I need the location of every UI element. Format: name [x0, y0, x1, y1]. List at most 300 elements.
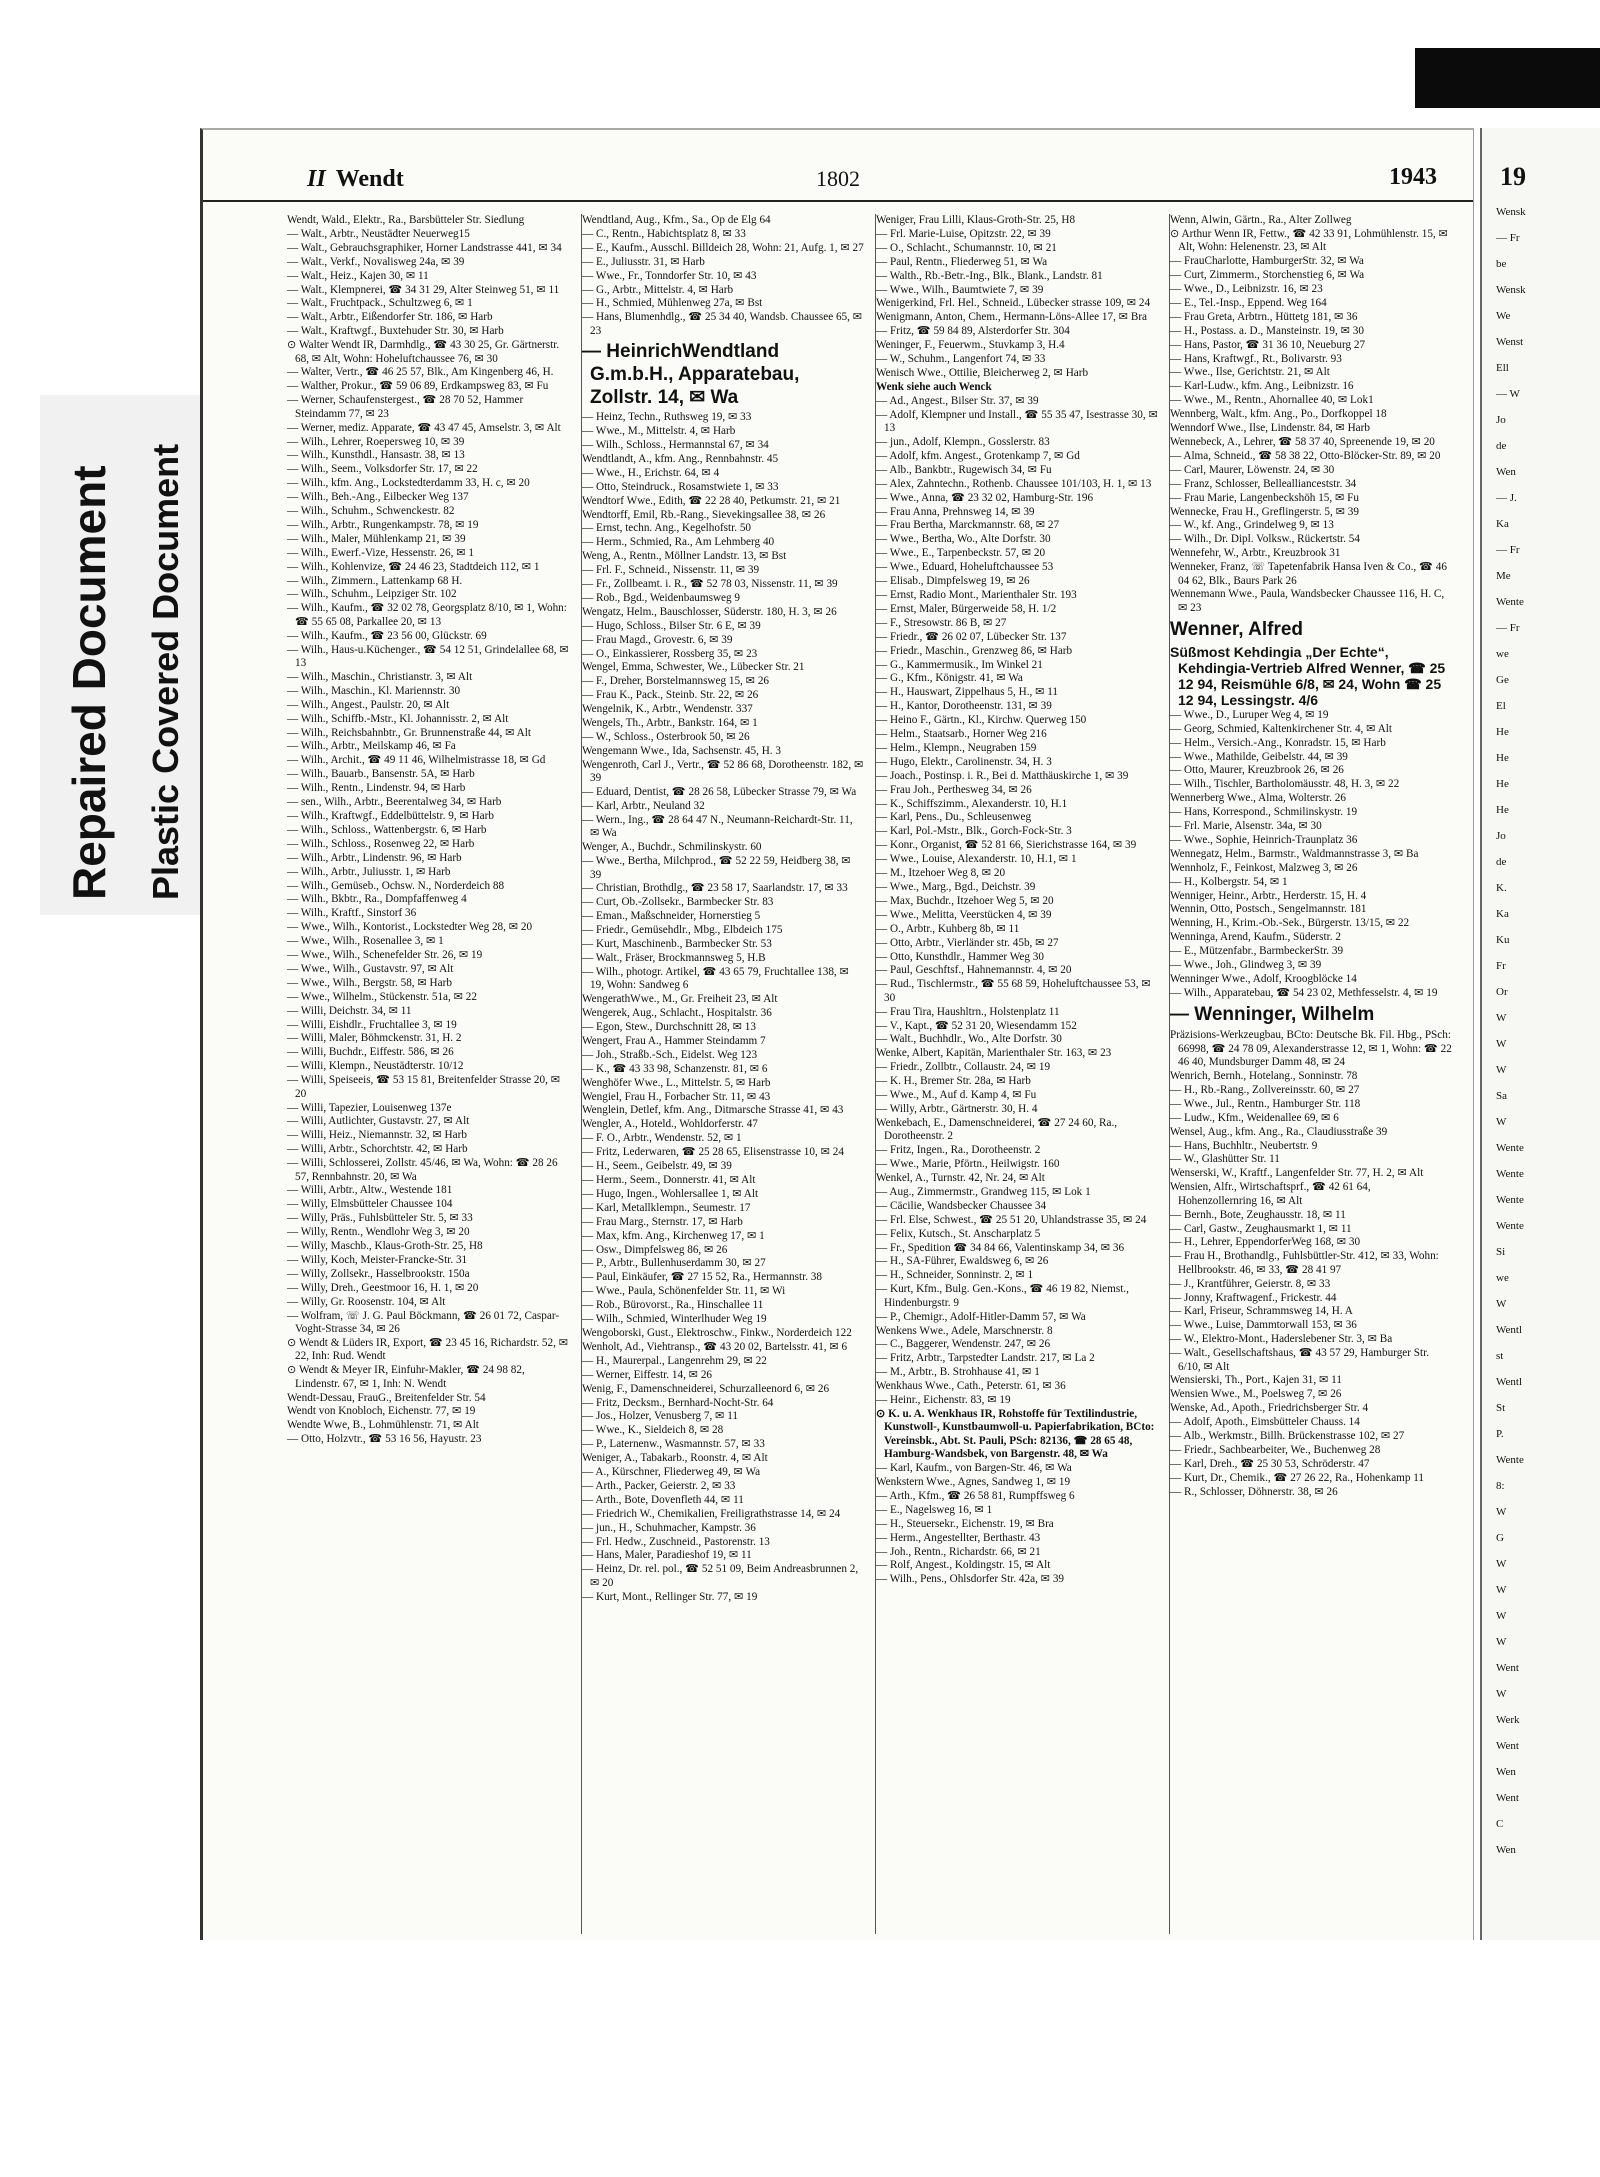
- directory-entry: ⊙ K. u. A. Wenkhaus IR, Rohstoffe für Textilindustrie, Kunstwoll-, Kunstbaumwoll-u. Papierfabrikation, BCto: Vereinsbk., Abt. St. Pauli, PSch: 82136, ☎ 28 65 48, Hamburg-Wandsbek, von Bargenstr. 48, ✉ Wa: [876, 1407, 1155, 1461]
- facing-page-line: Ka: [1496, 518, 1509, 530]
- directory-entry: — Karl, Friseur, Schrammsweg 14, H. A: [1170, 1305, 1353, 1318]
- facing-page-line: we: [1496, 648, 1509, 660]
- directory-entry: — Wwe., Ilse, Gerichtstr. 21, ✉ Alt: [1170, 366, 1330, 379]
- directory-entry: — K., ☎ 43 33 98, Schanzenstr. 81, ✉ 6: [582, 1062, 768, 1075]
- directory-entry: — Ernst, techn. Ang., Kegelhofstr. 50: [582, 522, 752, 535]
- directory-year: 1943: [1389, 164, 1437, 190]
- facing-page-line: — Fr: [1496, 544, 1520, 556]
- directory-entry: Wenning, H., Krim.-Ob.-Sek., Bürgerstr. 13/15, ✉ 22: [1170, 917, 1410, 930]
- directory-entry: — F., Dreher, Borstelmannsweg 15, ✉ 26: [582, 675, 770, 688]
- facing-page-line: Wente: [1496, 1142, 1524, 1154]
- directory-entry: — Max, Buchdr., Itzehoer Weg 5, ✉ 20: [876, 894, 1054, 907]
- directory-entry: — Max, kfm. Ang., Kirchenweg 17, ✉ 1: [582, 1229, 765, 1242]
- directory-entry: — Wilh., Schloss., Wattenbergstr. 6, ✉ Harb: [287, 823, 487, 836]
- directory-entry: — G., Arbtr., Mittelstr. 4, ✉ Harb: [582, 283, 734, 296]
- directory-entry: Wendtland, Aug., Kfm., Sa., Op de Elg 64: [582, 214, 771, 226]
- directory-entry: — Werner, Eiffestr. 14, ✉ 26: [582, 1368, 713, 1381]
- directory-entry: — O., Schlacht., Schumannstr. 10, ✉ 21: [876, 241, 1057, 254]
- directory-entry: — Karl-Ludw., kfm. Ang., Leibnizstr. 16: [1170, 380, 1354, 393]
- directory-entry: Wenrich, Bernh., Hotelang., Sonninstr. 78: [1170, 1070, 1358, 1083]
- directory-entry: — Hans, Pastor, ☎ 31 36 10, Neueburg 27: [1170, 338, 1366, 351]
- directory-entry: — E., Kaufm., Ausschl. Billdeich 28, Wohn: 21, Aufg. 1, ✉ 27: [582, 241, 864, 254]
- directory-entry: — Kurt, Kfm., Bulg. Gen.-Kons., ☎ 46 19 82, Niemst., Hindenburgstr. 9: [876, 1283, 1129, 1309]
- directory-entry: — Wwe., Luise, Dammtorwall 153, ✉ 36: [1170, 1319, 1357, 1332]
- directory-entry: — W., Glashütter Str. 11: [1170, 1153, 1280, 1166]
- directory-entry: — Wilh., Dr. Dipl. Volksw., Rückertstr. 54: [1170, 533, 1360, 546]
- facing-page-line: Or: [1496, 986, 1508, 998]
- directory-entry: — Werner, mediz. Apparate, ☎ 43 47 45, Amselstr. 3, ✉ Alt: [287, 421, 561, 434]
- directory-entry: — Friedr., ☎ 26 02 07, Lübecker Str. 137: [876, 630, 1067, 643]
- directory-entry: Wenneker, Franz, ☏ Tapetenfabrik Hansa Iven & Co., ☎ 46 04 62, Blk., Baurs Park 26: [1170, 561, 1447, 587]
- directory-entry: — Helm., Staatsarb., Horner Weg 216: [876, 728, 1047, 741]
- directory-entry: — H., Lehrer, EppendorferWeg 168, ✉ 30: [1170, 1236, 1361, 1249]
- column-2: [581, 214, 864, 1934]
- directory-entry: Wendt-Dessau, FrauG., Breitenfelder Str. 54: [287, 1391, 486, 1404]
- directory-entry: WengerathWwe., M., Gr. Freiheit 23, ✉ Alt: [582, 993, 778, 1006]
- directory-entry: — V., Kapt., ☎ 52 31 20, Wiesendamm 152: [876, 1019, 1077, 1032]
- directory-entry: Wennemann Wwe., Paula, Wandsbecker Chaussee 116, H. C, ✉ 23: [1170, 588, 1445, 614]
- directory-entry: Wennebeck, A., Lehrer, ☎ 58 37 40, Spreenende 19, ✉ 20: [1170, 436, 1435, 448]
- directory-entry: — Rud., Tischlermstr., ☎ 55 68 59, Hoheluftchaussee 53, ✉ 30: [876, 978, 1151, 1004]
- facing-page-line: — Fr: [1496, 622, 1520, 634]
- directory-entry: — Joh., Straßb.-Sch., Eidelst. Weg 123: [582, 1048, 758, 1061]
- directory-entry: — Arth., Bote, Dovenfleth 44, ✉ 11: [582, 1493, 744, 1506]
- facing-page-line: Wensk: [1496, 284, 1526, 296]
- directory-entry: — Fr., Spedition ☎ 34 84 66, Valentinskamp 34, ✉ 36: [876, 1241, 1125, 1254]
- directory-entry: — Wwe., D., Leibnizstr. 16, ✉ 23: [1170, 283, 1323, 296]
- directory-entry: — Walt., Arbtr., Eißendorfer Str. 186, ✉ Harb: [287, 311, 493, 324]
- directory-entry: — M., Arbtr., B. Strohhause 41, ✉ 1: [876, 1366, 1040, 1379]
- directory-entry: — Ad., Angest., Bilser Str. 37, ✉ 39: [876, 394, 1039, 407]
- directory-entry: — Wilh., kfm. Ang., Lockstedterdamm 33, H. c, ✉ 20: [287, 477, 530, 490]
- directory-entry: Wensierski, Th., Port., Kajen 31, ✉ 11: [1170, 1374, 1342, 1387]
- directory-entry: — Walt., Arbtr., Neustädter Neuerweg15: [287, 227, 470, 240]
- directory-entry: — Georg, Schmied, Kaltenkirchener Str. 4, ✉ Alt: [1170, 722, 1393, 735]
- directory-entry: — P., Arbtr., Bullenhuserdamm 30, ✉ 27: [582, 1257, 766, 1270]
- directory-entry: Wenkstern Wwe., Agnes, Sandweg 1, ✉ 19: [876, 1475, 1071, 1488]
- directory-entry: — Wilh., Arbtr., Meilskamp 46, ✉ Fa: [287, 740, 456, 753]
- directory-entry: — Helm., Klempn., Neugraben 159: [876, 741, 1037, 754]
- directory-entry: — Herm., Schmied, Ra., Am Lehmberg 40: [582, 536, 775, 549]
- directory-entry: — Hugo, Elektr., Carolinenstr. 34, H. 3: [876, 755, 1052, 768]
- directory-entry: Wengoborski, Gust., Elektroschw., Finkw., Norderdeich 122: [582, 1326, 852, 1339]
- facing-page-line: st: [1496, 1350, 1504, 1362]
- facing-page-line: El: [1496, 700, 1506, 712]
- directory-entry: Wengenroth, Carl J., Vertr., ☎ 52 86 68, Dorotheenstr. 182, ✉ 39: [582, 758, 864, 785]
- directory-entry: — H., Steuersekr., Eichenstr. 19, ✉ Bra: [876, 1517, 1054, 1530]
- facing-page-line: Wente: [1496, 1454, 1524, 1466]
- facing-page-line: C: [1496, 1818, 1504, 1830]
- scan-black-corner: [1415, 48, 1600, 108]
- directory-entry: Wennholz, F., Feinkost, Malzweg 3, ✉ 26: [1170, 861, 1358, 874]
- facing-page-line: W: [1496, 1584, 1507, 1596]
- directory-entry: — Wilh., Schuhm., Schwenckestr. 82: [287, 505, 455, 518]
- directory-entry: — Wilh., Arbtr., Lindenstr. 96, ✉ Harb: [287, 851, 462, 864]
- directory-entry: — Frl. Else, Schwest., ☎ 25 51 20, Uhlandstrasse 35, ✉ 24: [876, 1213, 1147, 1226]
- page-number: 1802: [816, 166, 860, 191]
- facing-page-line: Wentl: [1496, 1324, 1522, 1336]
- directory-entry: Wengels, Th., Arbtr., Bankstr. 164, ✉ 1: [582, 717, 758, 730]
- directory-entry: — Hans, Kraftwgf., Rt., Bolivarstr. 93: [1170, 352, 1342, 365]
- directory-entry: — Egon, Stew., Durchschnitt 28, ✉ 13: [582, 1021, 756, 1034]
- directory-entry: — Kurt, Dr., Chemik., ☎ 27 26 22, Ra., Hohenkamp 11: [1170, 1471, 1425, 1484]
- directory-entry: — E., Juliusstr. 31, ✉ Harb: [582, 255, 705, 268]
- directory-entry: Wennerberg Wwe., Alma, Wolterstr. 26: [1170, 792, 1346, 805]
- directory-entry: — Otto, Holzvtr., ☎ 53 16 56, Hayustr. 23: [287, 1433, 482, 1446]
- directory-entry: — Wwe., Jul., Rentn., Hamburger Str. 118: [1170, 1097, 1361, 1110]
- directory-entry: — Willy, Gr. Roosenstr. 104, ✉ Alt: [287, 1295, 446, 1308]
- directory-entry: — H., Maurerpal., Langenrehm 29, ✉ 22: [582, 1354, 767, 1367]
- column-3: [875, 214, 1158, 1934]
- directory-entry: — Cäcilie, Wandsbecker Chaussee 34: [876, 1199, 1047, 1212]
- directory-entry: — O., Arbtr., Kuhberg 8b, ✉ 11: [876, 922, 1020, 935]
- directory-entry: — Willy, Präs., Fuhlsbütteler Str. 5, ✉ 33: [287, 1212, 473, 1225]
- directory-entry: — Paul, Einkäufer, ☎ 27 15 52, Ra., Hermannstr. 38: [582, 1271, 822, 1284]
- directory-entry: — Hans, Blumenhdlg., ☎ 25 34 40, Wandsb. Chaussee 65, ✉ 23: [582, 311, 863, 337]
- directory-entry: — E., Tel.-Insp., Eppend. Weg 164: [1170, 296, 1327, 309]
- directory-entry: — Arth., Kfm., ☎ 26 58 81, Rumpffsweg 6: [876, 1489, 1075, 1502]
- directory-entry: — E., Mützenfabr., BarmbeckerStr. 39: [1170, 945, 1344, 958]
- directory-entry: — K. H., Bremer Str. 28a, ✉ Harb: [876, 1075, 1031, 1088]
- directory-entry: — Willi, Heiz., Niemannstr. 32, ✉ Harb: [287, 1129, 467, 1142]
- directory-entry: — Joach., Postinsp. i. R., Bei d. Matthäuskirche 1, ✉ 39: [876, 769, 1129, 782]
- directory-entry: — Wwe., Bertha, Wo., Alte Dorfstr. 30: [876, 533, 1051, 546]
- directory-entry: — Otto, Steindruck., Rosamstwiete 1, ✉ 33: [582, 480, 779, 493]
- directory-entry: — Carl, Gastw., Zeughausmarkt 1, ✉ 11: [1170, 1222, 1352, 1235]
- directory-entry: ⊙ Walter Wendt IR, Darmhdlg., ☎ 43 30 25, Gr. Gärtnerstr. 68, ✉ Alt, Wohn: Hoheluftchaussee 76, ✉ 30: [287, 339, 560, 365]
- directory-entry: — Walt., Gesellschaftshaus, ☎ 43 57 29, Hamburger Str. 6/10, ✉ Alt: [1170, 1347, 1430, 1373]
- directory-entry: Präzisions-Werkzeugbau, BCto: Deutsche Bk. Fil. Hbg., PSch: 66998, ☎ 24 78 09, Alexanderstrasse 12, ✉ 1, Wohn: ☎ 22 46 40, Mundsburger Damm 48, ✉ 24: [1170, 1029, 1452, 1069]
- directory-entry: — Wilh., Arbtr., Juliusstr. 1, ✉ Harb: [287, 865, 451, 878]
- facing-page-line: Wente: [1496, 1220, 1524, 1232]
- directory-entry: — Herm., Angestellter, Berthastr. 43: [876, 1531, 1041, 1544]
- directory-entry: — Frau Anna, Prehnsweg 14, ✉ 39: [876, 505, 1035, 518]
- directory-entry: — Wilh., Arbtr., Rungenkampstr. 78, ✉ 19: [287, 518, 479, 531]
- directory-entry: — P., Chemigr., Adolf-Hitler-Damm 57, ✉ Wa: [876, 1310, 1086, 1323]
- directory-entry: — Jos., Holzer, Venusberg 7, ✉ 11: [582, 1410, 739, 1423]
- directory-entry: — HeinrichWendtland G.m.b.H., Apparatebau, Zollstr. 14, ✉ Wa: [582, 341, 800, 409]
- directory-entry: Wenniger, Heinr., Arbtr., Herderstr. 15, H. 4: [1170, 889, 1367, 902]
- facing-page-line: W: [1496, 1636, 1507, 1648]
- directory-entry: — Wilh., Archit., ☎ 49 11 46, Wilhelmistrasse 18, ✉ Gd: [287, 754, 546, 767]
- directory-entry: — Walt., Fruchtpack., Schultzweg 6, ✉ 1: [287, 297, 473, 310]
- directory-entry: — Wilh., Tischler, Bartholomäusstr. 48, H. 3, ✉ 22: [1170, 778, 1400, 791]
- directory-entry: — Frau K., Pack., Steinb. Str. 22, ✉ 26: [582, 689, 759, 702]
- directory-entry: Wenglein, Detlef, kfm. Ang., Ditmarsche Strasse 41, ✉ 43: [582, 1104, 844, 1117]
- directory-entry: — Wilh., photogr. Artikel, ☎ 43 65 79, Fruchtallee 138, ✉ 19, Wohn: Sandweg 6: [582, 965, 849, 992]
- directory-entry: — Wwe., E., Tarpenbeckstr. 57, ✉ 20: [876, 547, 1046, 560]
- directory-entry: Wenghöfer Wwe., L., Mittelstr. 5, ✉ Harb: [582, 1076, 771, 1089]
- directory-entry: — Wwe., Louise, Alexanderstr. 10, H.1, ✉ 1: [876, 853, 1077, 866]
- directory-entry: — Wilh., Haus-u.Küchenger., ☎ 54 12 51, Grindelallee 68, ✉ 13: [287, 643, 569, 669]
- directory-entry: — Walt., Gebrauchsgraphiker, Horner Landstrasse 441, ✉ 34: [287, 241, 562, 254]
- directory-entry: — Frau Greta, Arbtrn., Hüttetg 181, ✉ 36: [1170, 310, 1358, 323]
- directory-entry: — Walt., Verkf., Novalisweg 24a, ✉ 39: [287, 255, 465, 268]
- facing-page-line: Went: [1496, 1792, 1519, 1804]
- directory-entry: — Willi, Autlichter, Gustavstr. 27, ✉ Alt: [287, 1115, 470, 1128]
- facing-page-line: He: [1496, 804, 1509, 816]
- directory-entry: — Wilh., Kaufm., ☎ 23 56 00, Glückstr. 69: [287, 629, 487, 642]
- directory-entry: — Wwe., Wilh., Kontorist., Lockstedter Weg 28, ✉ 20: [287, 921, 533, 934]
- directory-entry: Wenserski, W., Kraftf., Langenfelder Str. 77, H. 2, ✉ Alt: [1170, 1167, 1424, 1180]
- directory-entry: — K., Schiffszimm., Alexanderstr. 10, H.1: [876, 797, 1068, 810]
- directory-entry: — Osw., Dimpfelsweg 86, ✉ 26: [582, 1243, 728, 1256]
- facing-page-line: W: [1496, 1558, 1507, 1570]
- directory-entry: — Alex, Zahntechn., Rothenb. Chaussee 101/103, H. 1, ✉ 13: [876, 477, 1152, 490]
- directory-entry: — Wilh., Kraftf., Sinstorf 36: [287, 907, 417, 920]
- facing-page-line: P.: [1496, 1428, 1504, 1440]
- directory-entry: — Karl, Arbtr., Neuland 32: [582, 800, 705, 813]
- directory-entry: Wengemann Wwe., Ida, Sachsenstr. 45, H. 3: [582, 744, 781, 757]
- directory-entry: — Rob., Bürovorst., Ra., Hinschallee 11: [582, 1299, 764, 1312]
- directory-entry: — Frl. Marie, Alsenstr. 34a, ✉ 30: [1170, 820, 1322, 833]
- directory-entry: Wengert, Frau A., Hammer Steindamm 7: [582, 1034, 766, 1047]
- directory-entry: — G., Kammermusik., Im Winkel 21: [876, 658, 1043, 671]
- directory-entry: — W., Schloss., Osterbrook 50, ✉ 26: [582, 731, 750, 743]
- directory-entry: — Willy, Maschb., Klaus-Groth-Str. 25, H8: [287, 1240, 483, 1253]
- directory-entry: — Friedr., Gemüsehdlr., Mbg., Elbdeich 175: [582, 924, 783, 937]
- directory-entry: — jun., Adolf, Klempn., Gosslerstr. 83: [876, 436, 1050, 448]
- directory-entry: — Wilh., Schmied, Winterlhuder Weg 19: [582, 1313, 767, 1326]
- directory-entry: — W., Schuhm., Langenfort 74, ✉ 33: [876, 353, 1046, 366]
- directory-entry: Wenninger Wwe., Adolf, Kroogblöcke 14: [1170, 973, 1357, 985]
- directory-entry: ⊙ Wendt & Lüders IR, Export, ☎ 23 45 16, Richardstr. 52, ✉ 22, Inh: Rud. Wendt: [287, 1336, 569, 1363]
- directory-entry: — Eduard, Dentist, ☎ 28 26 58, Lübecker Strasse 79, ✉ Wa: [582, 786, 857, 799]
- directory-entry: — Eman., Maßschneider, Hornerstieg 5: [582, 910, 761, 923]
- directory-entry: — Alb., Werkmstr., Billh. Brückenstrasse 102, ✉ 27: [1170, 1430, 1405, 1443]
- directory-entry: — Willi, Speiseeis, ☎ 53 15 81, Breitenfelder Strasse 20, ✉ 20: [287, 1074, 561, 1100]
- directory-entry: — Willy, Zollsekr., Hasselbrookstr. 150a: [287, 1267, 470, 1280]
- directory-entry: — Frau Marg., Sternstr. 17, ✉ Harb: [582, 1215, 743, 1228]
- directory-entry: — Wilh., Zimmern., Lattenkamp 68 H.: [287, 574, 463, 587]
- directory-entry: — Wilh., Angest., Paulstr. 20, ✉ Alt: [287, 698, 450, 711]
- facing-page-line: Me: [1496, 570, 1511, 582]
- directory-entry: — Friedrich W., Chemikalien, Freiligrathstrasse 14, ✉ 24: [582, 1507, 841, 1520]
- directory-entry: — F. O., Arbtr., Wendenstr. 52, ✉ 1: [582, 1132, 742, 1145]
- directory-entry: Weniger, Frau Lilli, Klaus-Groth-Str. 25, H8: [876, 214, 1076, 226]
- directory-entry: — Willi, Tapezier, Louisenweg 137e: [287, 1101, 452, 1114]
- directory-entry: Wendtlandt, A., kfm. Ang., Rennbahnstr. 45: [582, 452, 779, 465]
- directory-entry: — Heinr., Eichenstr. 83, ✉ 19: [876, 1394, 1011, 1407]
- directory-entry: — Walther, Prokur., ☎ 59 06 89, Erdkampsweg 83, ✉ Fu: [287, 380, 549, 393]
- directory-entry: — Willy, Koch, Meister-Francke-Str. 31: [287, 1253, 468, 1266]
- directory-entry: — Wilh., Ewerf.-Vize, Hessenstr. 26, ✉ 1: [287, 546, 475, 559]
- directory-entry: Wenk siehe auch Wenck: [876, 380, 992, 393]
- directory-entry: Wenigerkind, Frl. Hel., Schneid., Lübecker strasse 109, ✉ 24: [876, 297, 1151, 310]
- directory-entry: — Frau Joh., Perthesweg 34, ✉ 26: [876, 783, 1032, 796]
- directory-entry: — Wilh., Apparatebau, ☎ 54 23 02, Methfesselstr. 4, ✉ 19: [1170, 986, 1438, 999]
- directory-entry: — Wwe., M., Rentn., Ahornallee 40, ✉ Lok1: [1170, 394, 1374, 407]
- facing-page-line: Wen: [1496, 1844, 1516, 1856]
- directory-entry: — Wilh., Kraftwgf., Eddelbüttelstr. 9, ✉ Harb: [287, 809, 494, 822]
- facing-page-line: — W: [1496, 388, 1520, 400]
- directory-entry: — Karl, Dreh., ☎ 25 30 53, Schröderstr. 47: [1170, 1457, 1370, 1470]
- directory-entry: — Frau H., Brothandlg., Fuhlsbüttler-Str. 412, ✉ 33, Wohn: Hellbrookstr. 46, ✉ 33, ☎ 28 41 97: [1170, 1250, 1439, 1276]
- directory-entry: — Elisab., Dimpfelsweg 19, ✉ 26: [876, 575, 1030, 588]
- facing-page-line: we: [1496, 1272, 1509, 1284]
- directory-entry: — W., kf. Ang., Grindelweg 9, ✉ 13: [1170, 519, 1334, 532]
- directory-entry: — Willi, Eishdlr., Fruchtallee 3, ✉ 19: [287, 1018, 457, 1031]
- facing-page-line: St: [1496, 1402, 1506, 1414]
- directory-entry: — Paul, Geschftsf., Hahnemannstr. 4, ✉ 20: [876, 964, 1072, 977]
- facing-page-header: 19: [1500, 162, 1526, 191]
- directory-entry: Wenholt, Ad., Viehtransp., ☎ 43 20 02, Bartelsstr. 41, ✉ 6: [582, 1340, 848, 1353]
- directory-entry: — Walth., Rb.-Betr.-Ing., Blk., Blank., Landstr. 81: [876, 269, 1103, 282]
- directory-entry: — Wwe., Bertha, Milchprod., ☎ 52 22 59, Heidberg 38, ✉ 39: [582, 855, 851, 881]
- directory-entry: Wenner, Alfred: [1170, 619, 1304, 641]
- directory-entry: — Kurt, Maschinenb., Barmbecker Str. 53: [582, 938, 772, 951]
- directory-entry: — Wilh., Schiffb.-Mstr., Kl. Johannisstr. 2, ✉ Alt: [287, 712, 509, 725]
- directory-entry: — Wilh., Kunsthdl., Hansastr. 38, ✉ 13: [287, 449, 465, 462]
- directory-entry: — Karl, Kaufm., von Bargen-Str. 46, ✉ Wa: [876, 1462, 1072, 1475]
- directory-entry: — Wilh., Gemüseb., Ochsw. N., Norderdeich 88: [287, 879, 505, 892]
- directory-entry: — Walt., Fräser, Brockmannsweg 5, H.B: [582, 952, 766, 964]
- column-4: [1169, 214, 1452, 1934]
- directory-entry: — H., Schmied, Mühlenweg 27a, ✉ Bst: [582, 297, 763, 310]
- directory-entry: — Willy, Elmsbütteler Chaussee 104: [287, 1198, 453, 1211]
- directory-entry: — Wwe., Wilh., Bergstr. 58, ✉ Harb: [287, 976, 452, 989]
- facing-page-line: Ell: [1496, 362, 1509, 374]
- directory-entry: — Hans, Korrespond., Schmilinskystr. 19: [1170, 806, 1358, 819]
- directory-entry: — Heinz, Techn., Ruthsweg 19, ✉ 33: [582, 411, 752, 424]
- directory-entry: — Karl, Pens., Du., Schleusenweg: [876, 811, 1032, 824]
- directory-entry: — Fritz, Arbtr., Tarpstedter Landstr. 217, ✉ La 2: [876, 1352, 1095, 1365]
- directory-entry: — Fritz, Ingen., Ra., Dorotheenstr. 2: [876, 1144, 1041, 1157]
- directory-entry: Wendt von Knobloch, Eichenstr. 77, ✉ 19: [287, 1405, 476, 1418]
- directory-entry: — Wilh., Schloss., Hermannstal 67, ✉ 34: [582, 438, 769, 451]
- facing-page-line: W: [1496, 1688, 1507, 1700]
- directory-entry: — Alb., Bankbtr., Rugewisch 34, ✉ Fu: [876, 463, 1052, 476]
- directory-entry: — Wilh., Seem., Volksdorfer Str. 17, ✉ 22: [287, 463, 478, 476]
- directory-entry: — Wwe., Paula, Schönenfelder Str. 11, ✉ Wi: [582, 1285, 786, 1298]
- facing-page-line: Sa: [1496, 1090, 1507, 1102]
- directory-entry: — H., Rb.-Rang., Zollvereinsstr. 60, ✉ 27: [1170, 1083, 1360, 1096]
- directory-entry: — Christian, Brothdlg., ☎ 23 58 17, Saarlandstr. 17, ✉ 33: [582, 882, 848, 895]
- repaired-label: Repaired Document: [63, 465, 115, 900]
- directory-entry: Wendtorf Wwe., Edith, ☎ 22 28 40, Petkumstr. 21, ✉ 21: [582, 494, 841, 507]
- facing-page-line: He: [1496, 752, 1509, 764]
- directory-entry: Wengiel, Frau H., Forbacher Str. 11, ✉ 43: [582, 1090, 771, 1103]
- scan-bottom-margin: [200, 1940, 1600, 2177]
- directory-entry: — Joh., Rentn., Richardstr. 66, ✉ 21: [876, 1545, 1041, 1558]
- facing-page-line: W: [1496, 1298, 1507, 1310]
- column-1: [287, 214, 569, 1934]
- facing-page-line: Ku: [1496, 934, 1510, 946]
- directory-entry: — H., Schneider, Sonninstr. 2, ✉ 1: [876, 1269, 1034, 1282]
- directory-entry: — Wwe., M., Auf d. Kamp 4, ✉ Fu: [876, 1089, 1037, 1102]
- directory-entry: — Wwe., Marg., Bgd., Deichstr. 39: [876, 881, 1036, 893]
- facing-page-line: Wenst: [1496, 336, 1524, 348]
- directory-entry: Wengerek, Aug., Schlacht., Hospitalstr. 36: [582, 1007, 772, 1020]
- directory-entry: — Willy, Rentn., Wendlohr Weg 3, ✉ 20: [287, 1226, 470, 1239]
- directory-entry: Wenkebach, E., Damenschneiderei, ☎ 27 24 60, Ra., Dorotheenstr. 2: [876, 1116, 1118, 1143]
- facing-page-line: He: [1496, 778, 1509, 790]
- directory-entry: Wensien Wwe., M., Poelsweg 7, ✉ 26: [1170, 1388, 1342, 1401]
- header-keyword: Wendt: [335, 166, 404, 192]
- facing-page-line: Wente: [1496, 1194, 1524, 1206]
- facing-page-line: Went: [1496, 1740, 1519, 1752]
- directory-entry: Wenigmann, Anton, Chem., Hermann-Löns-Allee 17, ✉ Bra: [876, 311, 1148, 324]
- directory-entry: — Fritz, ☎ 59 84 89, Alsterdorfer Str. 304: [876, 325, 1070, 338]
- directory-entry: — P., Laternenw., Wasmannstr. 57, ✉ 33: [582, 1438, 765, 1451]
- facing-page-line: de: [1496, 856, 1507, 868]
- directory-entry: Wensel, Aug., kfm. Ang., Ra., Claudiusstraße 39: [1170, 1125, 1388, 1138]
- directory-entry: Weniger, A., Tabakarb., Roonstr. 4, ✉ Alt: [582, 1452, 768, 1465]
- facing-page-line: Ge: [1496, 674, 1509, 686]
- directory-entry: — jun., H., Schuhmacher, Kampstr. 36: [582, 1521, 756, 1534]
- directory-entry: — Rob., Bgd., Weidenbaumsweg 9: [582, 591, 740, 604]
- directory-entry: — Hans, Maler, Paradieshof 19, ✉ 11: [582, 1549, 752, 1562]
- directory-entry: — Hugo, Ingen., Wohlersallee 1, ✉ Alt: [582, 1187, 759, 1200]
- directory-entry: Wenkhaus Wwe., Cath., Peterstr. 61, ✉ 36: [876, 1380, 1066, 1393]
- directory-entry: — Willi, Klempn., Neustädterstr. 10/12: [287, 1060, 464, 1073]
- directory-entry: Wenig, F., Damenschneiderei, Schurzalleenord 6, ✉ 26: [582, 1382, 830, 1395]
- directory-entry: — Willi, Maler, Böhmckenstr. 31, H. 2: [287, 1032, 462, 1045]
- facing-page-line: Wen: [1496, 1766, 1516, 1778]
- directory-entry: — A., Kürschner, Fliederweg 49, ✉ Wa: [582, 1466, 761, 1479]
- directory-entry: — Aug., Zimmermstr., Grandweg 115, ✉ Lok 1: [876, 1185, 1091, 1198]
- facing-page-line: W: [1496, 1064, 1507, 1076]
- directory-entry: — Willi, Arbtr., Altw., Westende 181: [287, 1184, 453, 1197]
- directory-entry: Wenske, Ad., Apoth., Friedrichsberger Str. 4: [1170, 1402, 1369, 1415]
- facing-page-line: He: [1496, 726, 1509, 738]
- directory-entry: — Frau Bertha, Marckmannstr. 68, ✉ 27: [876, 519, 1060, 532]
- directory-entry: — E., Nagelsweg 16, ✉ 1: [876, 1503, 993, 1516]
- page-header: [203, 160, 1473, 202]
- facing-page-line: — J.: [1496, 492, 1517, 504]
- directory-entry: — Wwe., D., Luruper Weg 4, ✉ 19: [1170, 708, 1329, 721]
- directory-entry: Wendte Wwe, B., Lohmühlenstr. 71, ✉ Alt: [287, 1419, 479, 1432]
- facing-page-line: Werk: [1496, 1714, 1520, 1726]
- facing-page-line: Wentl: [1496, 1376, 1522, 1388]
- facing-page-line: Wen: [1496, 466, 1516, 478]
- directory-entry: Wennegatz, Helm., Barmstr., Waldmannstrasse 3, ✉ Ba: [1170, 847, 1419, 860]
- directory-entry: — Werner, Schaufenstergest., ☎ 28 70 52, Hammer Steindamm 77, ✉ 23: [287, 394, 524, 420]
- directory-entry: — Willi, Buchdr., Eiffestr. 586, ✉ 26: [287, 1046, 454, 1059]
- directory-entry: — Otto, Maurer, Kreuzbrook 26, ✉ 26: [1170, 764, 1344, 777]
- facing-page-line: W: [1496, 1116, 1507, 1128]
- directory-entry: — H., SA-Führer, Ewaldsweg 6, ✉ 26: [876, 1255, 1049, 1268]
- directory-entry: — Konr., Organist, ☎ 52 81 66, Sierichstrasse 164, ✉ 39: [876, 839, 1137, 852]
- directory-entry: — Carl, Maurer, Löwenstr. 24, ✉ 30: [1170, 463, 1335, 476]
- directory-entry: — Wilh., Beh.-Ang., Eilbecker Weg 137: [287, 491, 469, 504]
- facing-page-line: Wente: [1496, 596, 1524, 608]
- directory-entry: — Hugo, Schloss., Bilser Str. 6 E, ✉ 39: [582, 619, 761, 632]
- directory-entry: — Willy, Arbtr., Gärtnerstr. 30, H. 4: [876, 1103, 1038, 1115]
- directory-entry: — Willy, Dreh., Geestmoor 16, H. 1, ✉ 20: [287, 1281, 479, 1294]
- facing-page-line: de: [1496, 440, 1507, 452]
- directory-entry: — Wwe., Melitta, Veerstücken 4, ✉ 39: [876, 908, 1052, 921]
- directory-entry: — M., Itzehoer Weg 8, ✉ 20: [876, 867, 1006, 880]
- directory-entry: Weng, A., Rentn., Möllner Landstr. 13, ✉ Bst: [582, 550, 787, 563]
- directory-entry: Süßmost Kehdingia „Der Echte“, Kehdingia-Vertrieb Alfred Wenner, ☎ 25 12 94, Reismühle 6/8, ✉ 24, Wohn ☎ 25 12 94, Lessingstr. 4/6: [1170, 644, 1446, 709]
- directory-entry: — Frau Magd., Grovestr. 6, ✉ 39: [582, 633, 733, 646]
- facing-page-line: K.: [1496, 882, 1507, 894]
- directory-entry: Wenninga, Arend, Kaufm., Süderstr. 2: [1170, 931, 1341, 944]
- directory-entry: — Karl, Metallklempn., Seumestr. 17: [582, 1201, 751, 1214]
- directory-entry: — Karl, Pol.-Mstr., Blk., Gorch-Fock-Str. 3: [876, 825, 1072, 838]
- directory-entry: — Frau Tira, Haushltrn., Holstenplatz 11: [876, 1005, 1060, 1018]
- directory-entry: — H., Kantor, Dorotheenstr. 131, ✉ 39: [876, 700, 1052, 713]
- directory-entry: — Wenninger, Wilhelm: [1170, 1004, 1375, 1026]
- directory-entry: — Wwe., Joh., Glindweg 3, ✉ 39: [1170, 959, 1322, 972]
- facing-page-edge: [1480, 128, 1600, 1940]
- directory-entry: — Wilh., Bkbtr., Ra., Dompfaffenweg 4: [287, 893, 467, 906]
- directory-entry: — H., Postass. a. D., Mansteinstr. 19, ✉ 30: [1170, 324, 1364, 337]
- directory-entry: — Ernst, Radio Mont., Marienthaler Str. 193: [876, 588, 1077, 601]
- directory-entry: — Wern., Ing., ☎ 28 64 47 N., Neumann-Reichardt-Str. 11, ✉ Wa: [582, 813, 853, 840]
- directory-entry: — H., Seem., Geibelstr. 49, ✉ 39: [582, 1160, 732, 1173]
